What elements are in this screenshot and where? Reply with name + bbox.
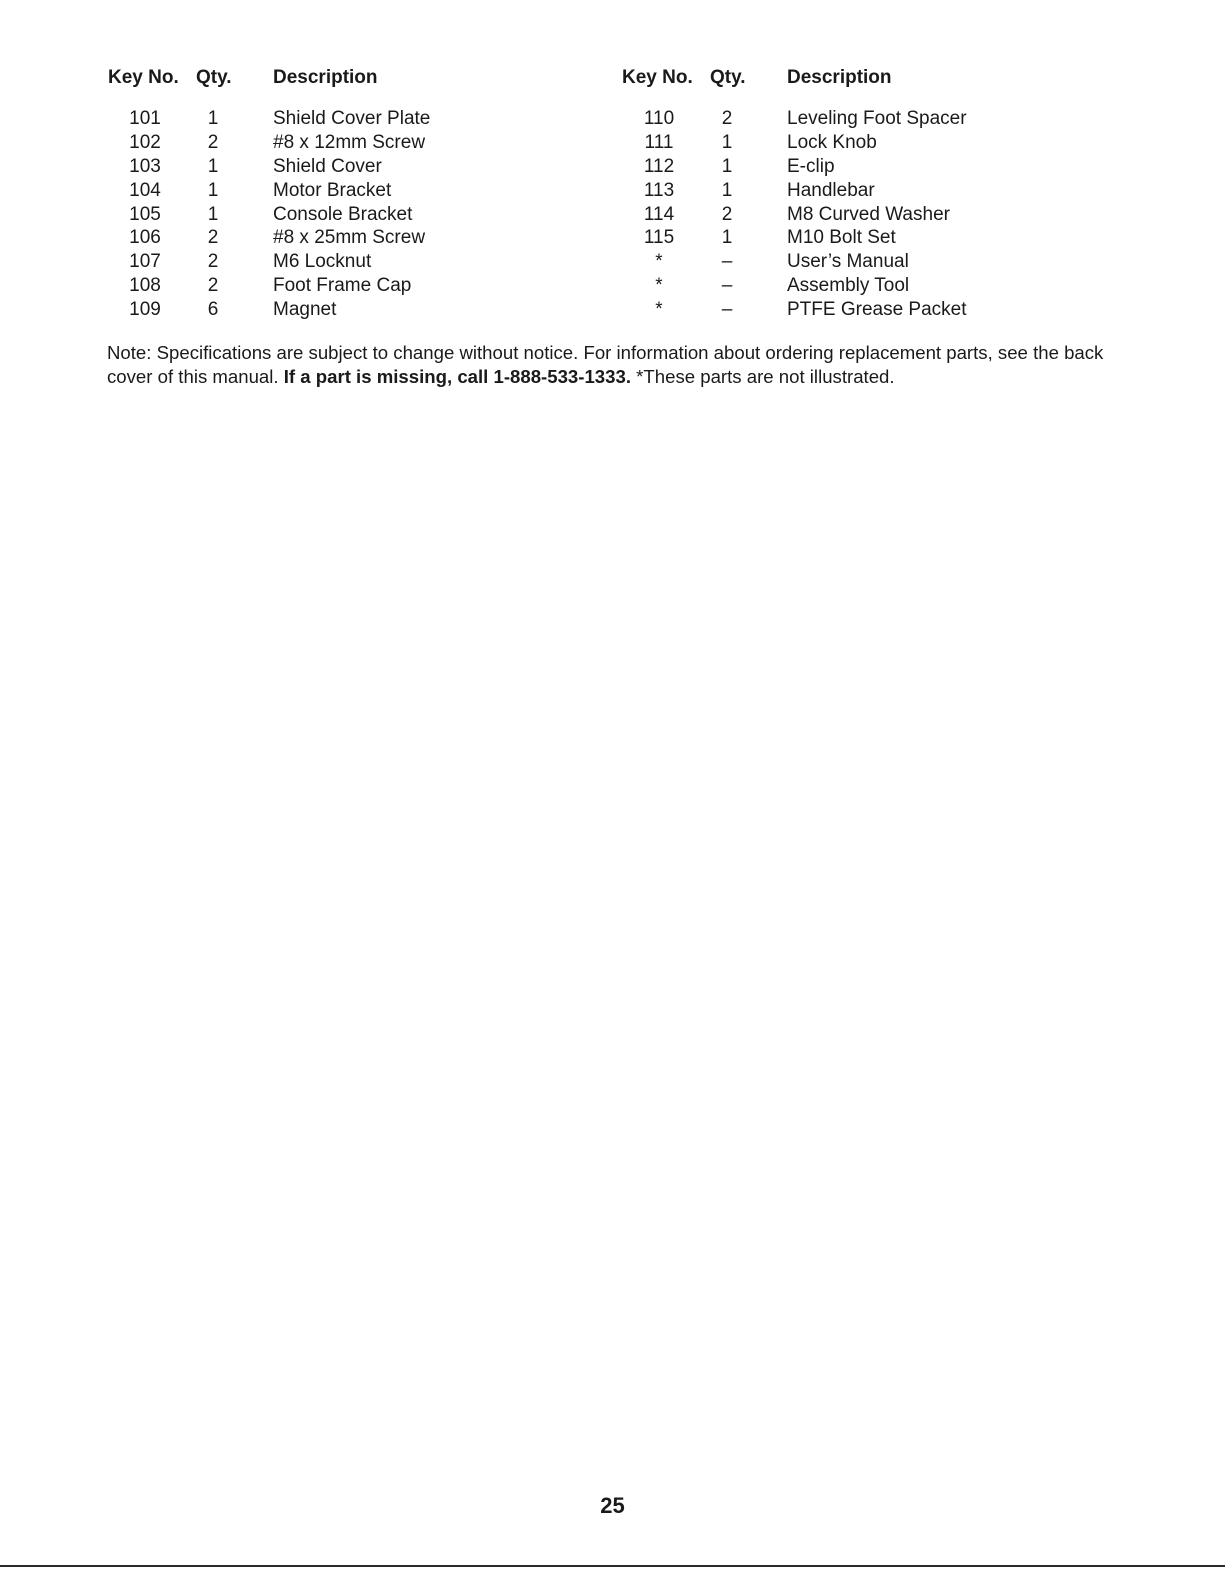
qty: 1 [207, 179, 219, 201]
qty: 1 [207, 108, 219, 129]
description: Shield Cover Plate [273, 108, 431, 129]
key-no: 107 [129, 251, 161, 273]
qty: 2 [207, 227, 219, 249]
key-no: 108 [129, 275, 161, 297]
qty: 6 [207, 299, 219, 321]
table-row [108, 155, 528, 179]
key-no: 101 [129, 108, 161, 129]
note-text: Note: Specifications are subject to change without notice. For information about ordering replacement parts, see the back cover of this manual. [107, 342, 1104, 387]
description: Handlebar [787, 179, 875, 201]
page-number: 25 [600, 1493, 625, 1518]
note-paragraph [107, 341, 1107, 389]
table-row [108, 131, 528, 155]
qty: 1 [207, 203, 219, 225]
key-no: * [655, 251, 663, 273]
table-row [622, 274, 1042, 298]
header-qty: Qty. [196, 67, 232, 88]
key-no: 113 [643, 179, 675, 201]
header-qty: Qty. [710, 67, 746, 88]
description: PTFE Grease Packet [787, 299, 967, 321]
qty: – [721, 275, 733, 297]
key-no: 109 [129, 299, 161, 321]
key-no: 111 [644, 131, 674, 153]
table-row [622, 179, 1042, 203]
key-no: * [655, 275, 663, 297]
qty: 2 [207, 131, 219, 153]
table-rows [622, 107, 1042, 322]
key-no: 102 [129, 131, 161, 153]
description: M6 Locknut [273, 251, 372, 273]
table-rows [108, 107, 528, 322]
key-no: 114 [643, 203, 675, 225]
qty: 1 [721, 131, 733, 153]
key-no: 104 [129, 179, 161, 201]
description: Shield Cover [273, 155, 382, 177]
qty: 1 [207, 155, 219, 177]
table-row [108, 226, 528, 250]
qty: 2 [207, 251, 219, 273]
table-row [108, 250, 528, 274]
table-row [622, 226, 1042, 250]
table-row [622, 203, 1042, 227]
description: Assembly Tool [787, 275, 910, 297]
missing-part-phone: If a part is missing, call 1-888-533-1333. [283, 366, 631, 387]
qty: – [721, 251, 733, 273]
qty: 2 [721, 203, 733, 225]
qty: 1 [721, 179, 733, 201]
table-row [622, 298, 1042, 322]
table-row [622, 107, 1042, 131]
table-header [108, 67, 528, 93]
description: M8 Curved Washer [787, 203, 950, 225]
table-row [622, 155, 1042, 179]
description: Magnet [273, 299, 337, 321]
qty: 1 [721, 155, 733, 177]
header-description: Description [787, 67, 892, 88]
key-no: 112 [643, 155, 675, 177]
description: User’s Manual [787, 251, 909, 273]
key-no: * [655, 299, 663, 321]
note-footnote: *These parts are not illustrated. [631, 366, 895, 387]
table-row [622, 250, 1042, 274]
description: #8 x 25mm Screw [273, 227, 426, 249]
description: M10 Bolt Set [787, 227, 896, 249]
parts-table-right [622, 67, 1042, 321]
table-row [622, 131, 1042, 155]
qty: 2 [207, 275, 219, 297]
header-key-no: Key No. [108, 67, 179, 88]
description: Motor Bracket [273, 179, 392, 201]
parts-table-left [108, 67, 528, 321]
key-no: 103 [129, 155, 161, 177]
description: Leveling Foot Spacer [787, 108, 967, 129]
table-row [108, 179, 528, 203]
table-row [108, 203, 528, 227]
bottom-rule [0, 1565, 1225, 1567]
table-row [108, 107, 528, 131]
qty: 2 [721, 108, 733, 129]
key-no: 105 [129, 203, 161, 225]
key-no: 106 [129, 227, 161, 249]
description: #8 x 12mm Screw [273, 131, 426, 153]
qty: – [721, 299, 733, 321]
header-key-no: Key No. [622, 67, 693, 88]
qty: 1 [721, 227, 733, 249]
description: Lock Knob [787, 131, 877, 153]
key-no: 110 [643, 108, 675, 129]
description: E-clip [787, 155, 835, 177]
table-row [108, 298, 528, 322]
table-row [108, 274, 528, 298]
description: Console Bracket [273, 203, 413, 225]
table-header [622, 67, 1042, 93]
header-description: Description [273, 67, 378, 88]
key-no: 115 [643, 227, 675, 249]
description: Foot Frame Cap [273, 275, 412, 297]
